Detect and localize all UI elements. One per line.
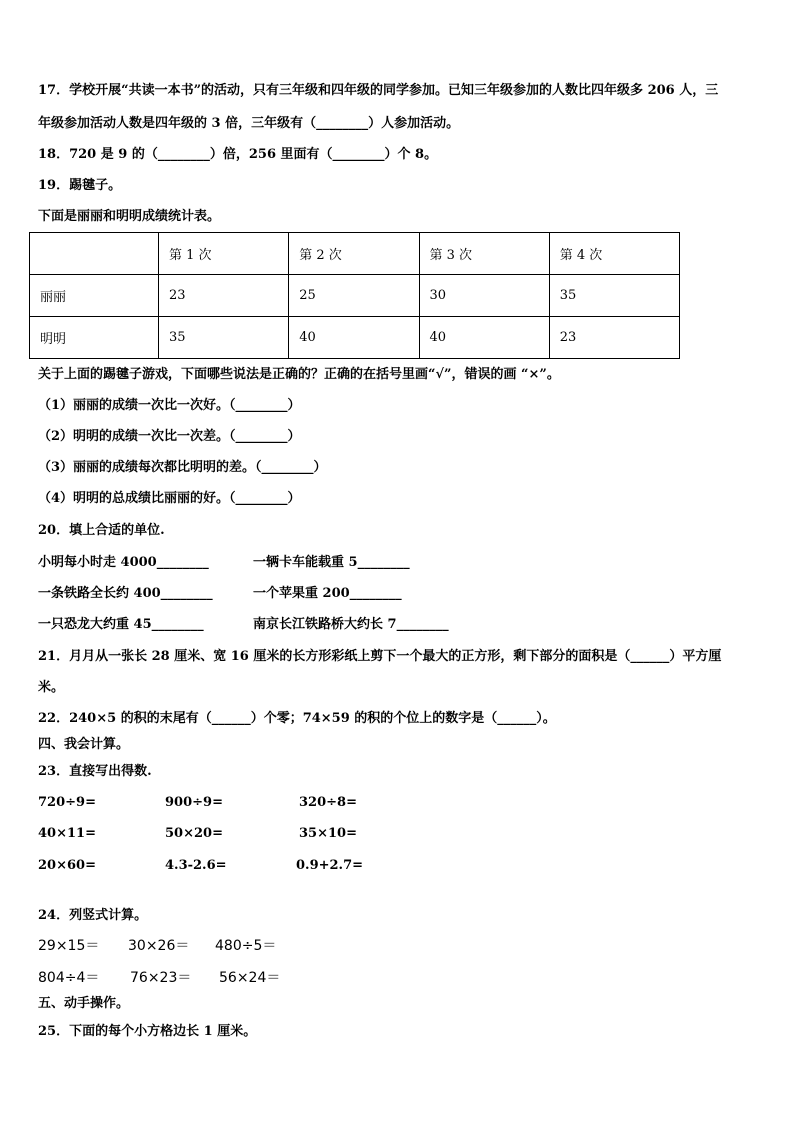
q20-row1-left: 小明每小时走 4000________ xyxy=(38,555,209,570)
q19-item-3: （3）丽丽的成绩每次都比明明的差。（________） xyxy=(38,460,327,475)
table-header-cell: 第 4 次 xyxy=(549,233,679,275)
table-row xyxy=(30,317,680,359)
table-cell: 23 xyxy=(159,275,289,317)
table-cell: 40 xyxy=(289,317,419,359)
table-header-row xyxy=(30,233,680,275)
table-cell: 35 xyxy=(549,275,679,317)
q25: 25．下面的每个小方格边长 1 厘米。 xyxy=(38,1024,257,1039)
q20-row2-left: 一条铁路全长约 400________ xyxy=(38,586,213,601)
q19-intro: 下面是丽丽和明明成绩统计表。 xyxy=(38,209,221,224)
table-row xyxy=(30,275,680,317)
q23-r1-c2: 900÷9= xyxy=(165,795,223,810)
q21-line2: 米。 xyxy=(38,680,65,695)
q19-question: 关于上面的踢毽子游戏，下面哪些说法是正确的？正确的在括号里画“√”，错误的画 “×”。 xyxy=(38,367,560,382)
q23-title: 23．直接写出得数. xyxy=(38,764,152,779)
table-header-cell: 第 2 次 xyxy=(289,233,419,275)
q23-r2-c2: 50×20= xyxy=(165,826,223,841)
table-cell: 30 xyxy=(419,275,549,317)
q19-item-2: （2）明明的成绩一次比一次差。（________） xyxy=(38,429,301,444)
q19-title: 19．踢毽子。 xyxy=(38,178,122,193)
q24-title: 24．列竖式计算。 xyxy=(38,908,148,923)
row-name: 明明 xyxy=(30,317,159,359)
table-cell: 40 xyxy=(419,317,549,359)
q20-row1-right: 一辆卡车能载重 5________ xyxy=(253,555,410,570)
score-table xyxy=(29,232,680,359)
q24-r1-c2: 30×26＝ xyxy=(128,938,190,954)
q24-r1-c1: 29×15＝ xyxy=(38,938,100,954)
q23-r3-c1: 20×60= xyxy=(38,858,96,873)
table-header-cell: 第 1 次 xyxy=(159,233,289,275)
q23-r3-c3: 0.9+2.7= xyxy=(296,858,364,873)
q17-line1: 17．学校开展“共读一本书”的活动，只有三年级和四年级的同学参加。已知三年级参加的人数比四年级多 206 人，三 xyxy=(38,83,719,98)
q22: 22．240×5 的积的末尾有（______）个零；74×59 的积的个位上的数字是（______）。 xyxy=(38,711,556,726)
q19-item-1: （1）丽丽的成绩一次比一次好。（________） xyxy=(38,398,301,413)
q24-r2-c2: 76×23＝ xyxy=(130,970,192,986)
q24-r2-c1: 804÷4＝ xyxy=(38,970,100,986)
q24-r1-c3: 480÷5＝ xyxy=(215,938,277,954)
section-4-heading: 四、我会计算。 xyxy=(38,737,130,752)
q23-r1-c3: 320÷8= xyxy=(299,795,357,810)
table-header-cell xyxy=(30,233,159,275)
q24-r2-c3: 56×24＝ xyxy=(219,970,281,986)
row-name: 丽丽 xyxy=(30,275,159,317)
q21-line1: 21．月月从一张长 28 厘米、宽 16 厘米的长方形彩纸上剪下一个最大的正方形，剩下部分的面积是（______）平方厘 xyxy=(38,649,722,664)
q20-title: 20．填上合适的单位. xyxy=(38,523,165,538)
q23-r3-c2: 4.3-2.6= xyxy=(165,858,227,873)
q23-r2-c3: 35×10= xyxy=(299,826,357,841)
q23-r2-c1: 40×11= xyxy=(38,826,96,841)
table-cell: 23 xyxy=(549,317,679,359)
q17-line2: 年级参加活动人数是四年级的 3 倍，三年级有（________）人参加活动。 xyxy=(38,116,460,131)
section-5-heading: 五、动手操作。 xyxy=(38,996,130,1011)
table-cell: 25 xyxy=(289,275,419,317)
q18: 18．720 是 9 的（________）倍，256 里面有（________）个 8。 xyxy=(38,147,438,162)
q19-item-4: （4）明明的总成绩比丽丽的好。（________） xyxy=(38,491,301,506)
q20-row3-left: 一只恐龙大约重 45________ xyxy=(38,617,204,632)
q20-row2-right: 一个苹果重 200________ xyxy=(253,586,402,601)
q20-row3-right: 南京长江铁路桥大约长 7________ xyxy=(253,617,449,632)
table-header-cell: 第 3 次 xyxy=(419,233,549,275)
table-cell: 35 xyxy=(159,317,289,359)
q23-r1-c1: 720÷9= xyxy=(38,795,96,810)
